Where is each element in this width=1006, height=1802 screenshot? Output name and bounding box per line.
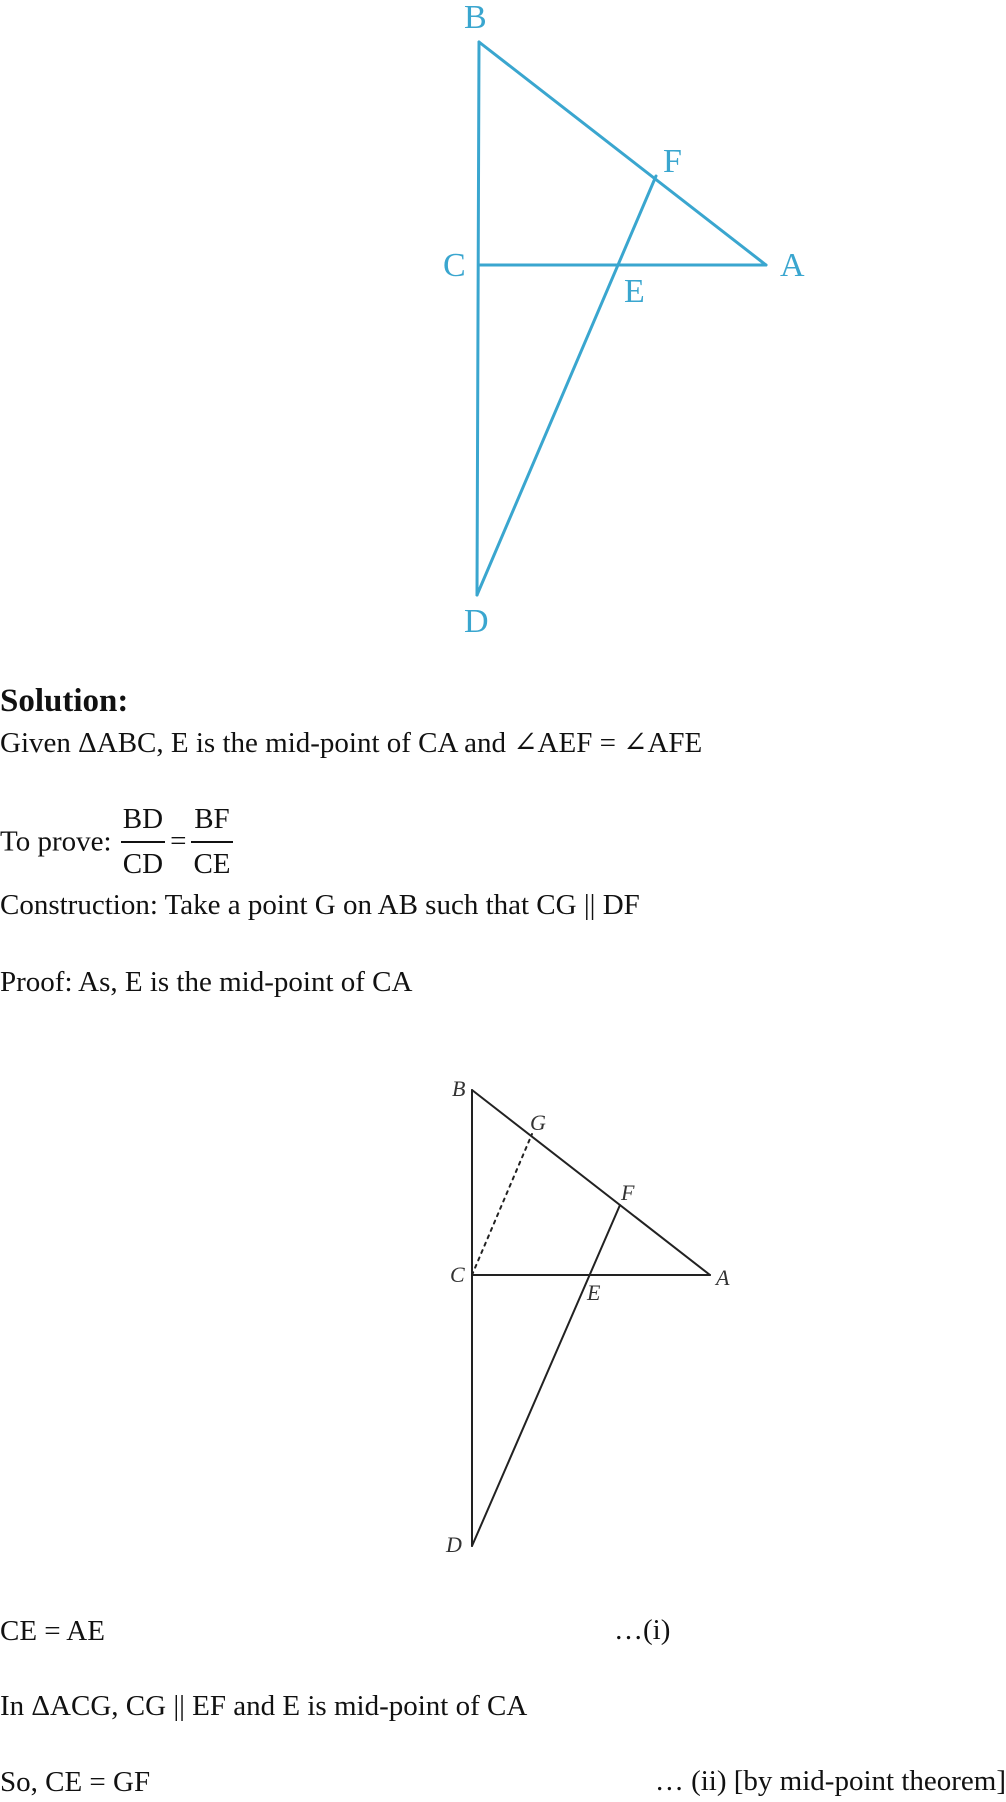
label-c: C	[443, 247, 466, 284]
label-f: F	[663, 143, 682, 180]
label-e: E	[587, 1280, 601, 1305]
label-d: D	[464, 603, 489, 640]
fraction-bf-ce	[191, 802, 232, 882]
fraction-numerator: BF	[191, 802, 232, 843]
to-prove-statement	[0, 802, 235, 882]
step-1-ref: …(i)	[614, 1614, 671, 1646]
segment-df	[472, 1205, 620, 1546]
construction-statement: Construction: Take a point G on AB such that CG || DF	[0, 889, 640, 921]
given-statement: Given ΔABC, E is the mid-point of CA and ∠AEF = ∠AFE	[0, 727, 703, 759]
proof-statement: Proof: As, E is the mid-point of CA	[0, 966, 413, 998]
label-f: F	[621, 1180, 635, 1205]
fraction-denominator: CD	[122, 847, 164, 880]
equals-sign: =	[170, 825, 187, 858]
figure-1-triangle	[0, 0, 1006, 660]
label-a: A	[780, 247, 805, 284]
fraction-denominator: CE	[193, 847, 231, 880]
label-e: E	[624, 273, 645, 310]
label-g: G	[530, 1110, 546, 1135]
segment-cg-dotted	[472, 1134, 532, 1275]
step-2-text: In ΔACG, CG || EF and E is mid-point of CA	[0, 1690, 528, 1722]
label-a: A	[716, 1265, 730, 1290]
segment-df	[477, 176, 656, 595]
segment-ba	[472, 1090, 710, 1275]
to-prove-label: To prove:	[0, 825, 112, 858]
step-3-text: So, CE = GF	[0, 1766, 151, 1798]
step-3-ref: … (ii) [by mid-point theorem]	[654, 1765, 1006, 1797]
segment-bd	[477, 42, 479, 595]
label-b: B	[452, 1076, 466, 1101]
label-d: D	[446, 1532, 462, 1557]
fraction-bd-cd	[121, 802, 165, 882]
label-c: C	[450, 1262, 465, 1287]
fraction-numerator: BD	[121, 802, 165, 843]
solution-heading: Solution:	[0, 683, 129, 719]
figure-2-construction	[0, 1060, 1006, 1560]
segment-ba	[479, 42, 766, 265]
label-b: B	[464, 0, 487, 36]
step-1-text: CE = AE	[0, 1615, 105, 1647]
